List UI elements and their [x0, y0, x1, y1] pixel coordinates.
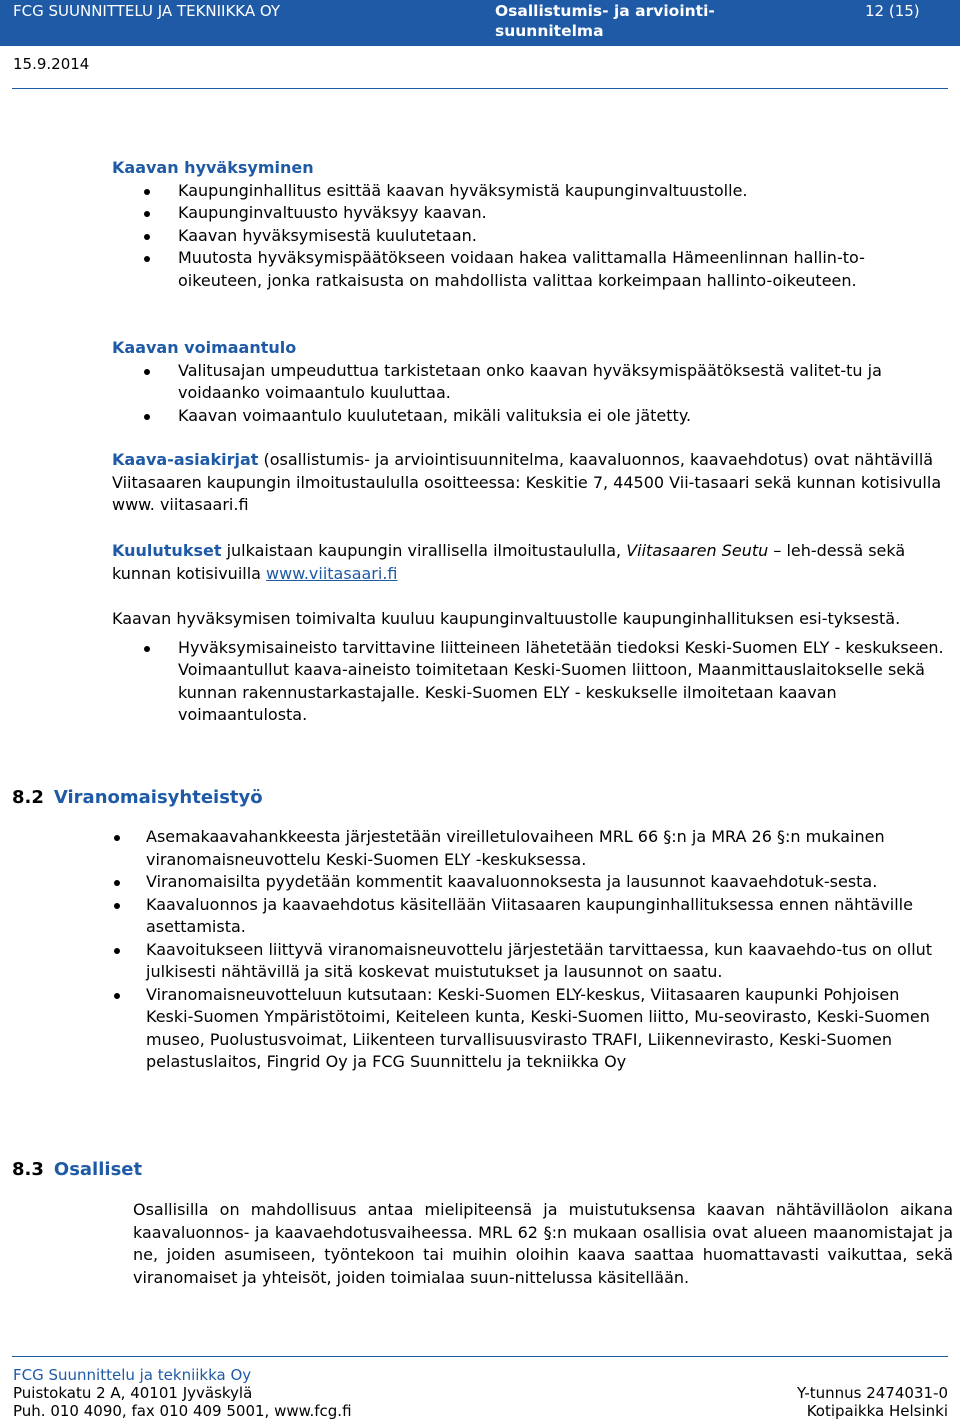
- section-8-3-heading: [12, 1159, 142, 1181]
- approval-heading: Kaavan hyväksyminen: [112, 158, 314, 177]
- bullet-icon: [114, 948, 120, 954]
- header-doc-title-line1: Osallistumis- ja arviointi-: [495, 2, 715, 20]
- list-item: Asemakaavahankkeesta järjestetään vireilletulovaiheen MRL 66 §:n ja MRA 26 §:n mukainen viranomaisneuvottelu Keski-Suomen ELY -keskuksessa.: [112, 826, 944, 871]
- announcements-paragraph: Kuulutukset julkaistaan kaupungin virallisella ilmoitustaululla, Viitasaaren Seutu – leh-dessä sekä kunnan kotisivuilla www.viitasaari.fi: [112, 541, 906, 583]
- bullet-icon: [114, 993, 120, 999]
- header-rule: [12, 88, 948, 89]
- bullet-icon: [144, 256, 150, 262]
- list-item: Viranomaisilta pyydetään kommentit kaavaluonnoksesta ja lausunnot kaavaehdotuk-sesta.: [112, 871, 944, 894]
- section-number: 8.3: [12, 1159, 44, 1180]
- approval-list: [112, 180, 944, 293]
- entry-into-force-list: [112, 360, 944, 428]
- bullet-icon: [144, 211, 150, 217]
- entry-into-force-heading: Kaavan voimaantulo: [112, 338, 297, 357]
- header-doc-title-line2: suunnitelma: [495, 22, 604, 40]
- announcements-bold: Kuulutukset: [112, 541, 222, 560]
- footer-business-id: Y-tunnus 2474031-0: [796, 1384, 948, 1402]
- list-item: Kaavan hyväksymisestä kuulutetaan.: [112, 225, 944, 248]
- list-item: Hyväksymisaineisto tarvittavine liitteineen lähetetään tiedoksi Keski-Suomen ELY - keskukseen. Voimaantullut kaava-aineisto toimitetaan Keski-Suomen liittoon, Maanmittauslaitokselle sekä kunnan rakennustarkastajalle. Keski-Suomen ELY - keskukselle ilmoitetaan kaavan voimaantulosta.: [112, 637, 944, 727]
- section-number: 8.2: [12, 787, 44, 808]
- bullet-icon: [144, 369, 150, 375]
- approval-section: [112, 157, 944, 292]
- list-item: Kaavaluonnos ja kaavaehdotus käsitellään Viitasaaren kaupunginhallituksessa ennen nähtäville asettamista.: [112, 894, 944, 939]
- authority-section: [112, 608, 944, 727]
- authority-cooperation-list-wrap: [112, 826, 944, 1074]
- bullet-icon: [114, 880, 120, 886]
- bullet-icon: [144, 234, 150, 240]
- footer-contact: Puh. 010 4090, fax 010 409 5001, www.fcg.fi: [13, 1402, 352, 1420]
- stakeholders-paragraph: Osallisilla on mahdollisuus antaa mielipiteensä ja muistutuksensa kaavan nähtävilläolon aikana kaavaluonnos- ja kaavaehdotusvaiheessa. MRL 62 §:n mukaan osallisia ovat alueen maanomistajat ja ne, joiden asumiseen, työntekoon tai muihin oloihin kaava saattaa huomattavasti vaikuttaa, sekä viranomaiset ja yhteisöt, joiden toimialaa suun-nittelussa käsitellään.: [133, 1200, 953, 1287]
- header-date: 15.9.2014: [13, 55, 90, 73]
- documents-text: (osallistumis- ja arviointisuunnitelma, kaavaluonnos, kaavaehdotus) ovat nähtävillä Viitasaaren kaupungin ilmoitustaululla osoitteessa: Keskitie 7, 44500 Vii-tasaari sekä kunnan kotisivulla www. viitasaari.fi: [112, 450, 942, 514]
- footer-domicile: Kotipaikka Helsinki: [806, 1402, 948, 1420]
- footer-rule: [12, 1356, 948, 1357]
- header-company: FCG SUUNNITTELU JA TEKNIIKKA OY: [13, 2, 281, 20]
- list-item: Muutosta hyväksymispäätökseen voidaan hakea valittamalla Hämeenlinnan hallin-to-oikeuteen, jonka ratkaisusta on mahdollista valittaa korkeimpaan hallinto-oikeuteen.: [112, 247, 944, 292]
- bullet-icon: [114, 903, 120, 909]
- section-title: Viranomaisyhteistyö: [53, 787, 263, 808]
- header-page-number: 12 (15): [865, 2, 920, 20]
- list-item: Kaupunginhallitus esittää kaavan hyväksymistä kaupunginvaltuustolle.: [112, 180, 944, 203]
- footer-company: FCG Suunnittelu ja tekniikka Oy: [13, 1366, 252, 1384]
- list-item: Kaavan voimaantulo kuulutetaan, mikäli valituksia ei ole jätetty.: [112, 405, 944, 428]
- authority-cooperation-list: [112, 826, 944, 1074]
- bullet-icon: [144, 646, 150, 652]
- list-item: Kaavoitukseen liittyvä viranomaisneuvottelu järjestetään tarvittaessa, kun kaavaehdo-tus on ollut julkisesti nähtävillä ja sitä koskevat muistutukset ja lausunnot on saatu.: [112, 939, 944, 984]
- newspaper-name: Viitasaaren Seutu: [626, 541, 769, 560]
- entry-into-force-section: [112, 337, 944, 427]
- footer-address: Puistokatu 2 A, 40101 Jyväskylä: [13, 1384, 253, 1402]
- authority-text: Kaavan hyväksymisen toimivalta kuuluu kaupunginvaltuustolle kaupunginhallituksen esi-tyksestä.: [112, 609, 901, 628]
- website-link[interactable]: www.viitasaari.fi: [266, 563, 398, 583]
- section-title: Osalliset: [53, 1159, 143, 1180]
- list-item: Kaupunginvaltuusto hyväksyy kaavan.: [112, 202, 944, 225]
- section-8-2-heading: [12, 787, 263, 809]
- documents-bold: Kaava-asiakirjat: [112, 450, 259, 469]
- bullet-icon: [144, 414, 150, 420]
- bullet-icon: [114, 835, 120, 841]
- list-item: Viranomaisneuvotteluun kutsutaan: Keski-Suomen ELY-keskus, Viitasaaren kaupunki Pohjoisen Keski-Suomen Ympäristötoimi, Keiteleen kunta, Keski-Suomen liitto, Mu-seovirasto, Keski-Suomen museo, Puolustusvoimat, Liikenteen turvallisuusvirasto TRAFI, Liikennevirasto, Keski-Suomen pelastuslaitos, Fingrid Oy ja FCG Suunnittelu ja tekniikka Oy: [112, 984, 944, 1074]
- documents-paragraph: [112, 449, 944, 517]
- bullet-icon: [144, 189, 150, 195]
- authority-list: [112, 637, 944, 727]
- list-item: Valitusajan umpeuduttua tarkistetaan onko kaavan hyväksymispäätöksestä valitet-tu ja voidaanko voimaantulo kuuluttaa.: [112, 360, 944, 405]
